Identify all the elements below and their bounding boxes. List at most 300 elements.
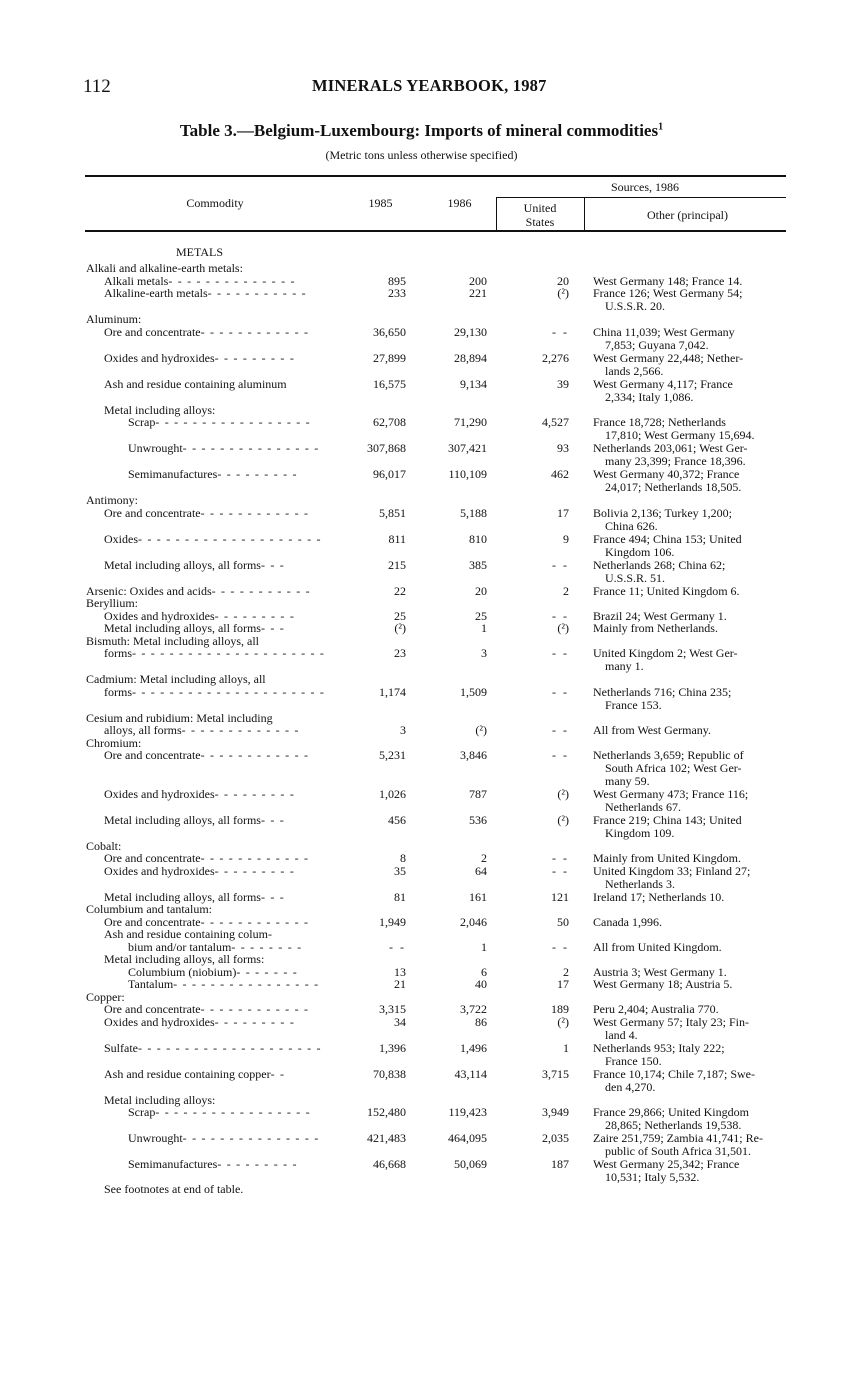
value-1986: 200 (469, 273, 487, 288)
value-united-states: - - (552, 723, 569, 737)
value-1985: 5,231 (379, 748, 406, 762)
table-subtitle: (Metric tons unless otherwise specified) (325, 148, 518, 162)
other-sources-line: France 11; United Kingdom 6. (593, 583, 740, 598)
commodity-label: Scrap (128, 415, 156, 429)
value-1985: 46,668 (373, 1157, 406, 1171)
dot-leader: - - - - - - - - - - - - (200, 324, 310, 339)
commodity-label: bium and/or tantalum (128, 939, 232, 954)
commodity-label: Metal including alloys: (104, 402, 216, 417)
other-sources (593, 442, 788, 468)
commodity-name (128, 978, 319, 991)
other-sources (593, 865, 788, 891)
commodity-name (128, 468, 298, 481)
value-united-states: - - (552, 324, 569, 339)
col-header-1985: 1985 (368, 196, 393, 210)
value-1985: 1,949 (379, 914, 406, 929)
other-sources-line: public of South Africa 31,501. (605, 1144, 751, 1158)
commodity-name (104, 1016, 295, 1029)
other-sources-line: West Germany 473; France 116; (593, 786, 749, 801)
commodity-name (104, 507, 309, 520)
other-sources-line: many 23,399; France 18,396. (605, 454, 746, 468)
table-title (0, 121, 843, 141)
commodity-label: forms (104, 646, 132, 660)
value-1985: 152,480 (367, 1105, 406, 1119)
other-sources-line: West Germany 40,372; France (593, 467, 740, 481)
commodity-label: Metal including alloys, all forms (104, 621, 261, 635)
col-header-other-principal: Other (principal) (647, 208, 728, 222)
other-sources-line: China 11,039; West Germany (593, 324, 735, 339)
col-header-united-states (500, 201, 580, 229)
other-sources-line: 2,334; Italy 1,086. (605, 389, 694, 404)
commodity-name (128, 1106, 311, 1119)
other-sources-line: West Germany 25,342; France (593, 1157, 740, 1171)
commodity-label: Metal including alloys, all forms (104, 557, 261, 572)
value-1985: 23 (394, 646, 406, 660)
other-sources-line: Bolivia 2,136; Turkey 1,200; (593, 505, 733, 520)
col-header-commodity: Commodity (186, 196, 244, 210)
value-1986: 29,130 (454, 324, 487, 339)
commodity-label: Ash and residue containing colum- (104, 927, 272, 941)
other-sources-line: France 219; China 143; United (593, 812, 742, 827)
commodity-label: Ore and concentrate (104, 748, 201, 762)
value-1986: 1,496 (460, 1040, 487, 1055)
value-1985: 34 (394, 1014, 406, 1029)
commodity-label: alloys, all forms (104, 723, 182, 737)
other-sources-line: United Kingdom 2; West Ger- (593, 646, 738, 660)
other-sources-line: Zaire 251,759; Zambia 41,741; Re- (593, 1131, 763, 1145)
value-united-states: 462 (551, 467, 569, 481)
value-united-states: 2,276 (542, 350, 569, 365)
value-united-states: 2 (563, 964, 569, 979)
dot-leader: - - - - - - - - - - - - - - - - - - - - - (132, 646, 326, 660)
commodity-label: Bismuth: Metal including alloys, all (86, 633, 259, 648)
other-sources (593, 468, 788, 494)
value-1986: 1 (481, 621, 487, 635)
sources-rule (496, 197, 786, 198)
value-united-states: 189 (551, 1002, 569, 1016)
value-united-states: (²) (557, 786, 569, 801)
commodity-label: Alkaline-earth metals (104, 286, 208, 300)
value-1986: 3 (481, 646, 487, 660)
commodity-label: Ash and residue containing copper (104, 1066, 271, 1081)
value-1985: 21 (394, 977, 406, 991)
other-sources (593, 1016, 788, 1042)
commodity-label: Cesium and rubidium: Metal including (86, 710, 273, 725)
commodity-label: Chromium: (86, 735, 142, 750)
value-united-states: 121 (551, 889, 569, 904)
value-1986: 6 (481, 964, 487, 979)
other-sources-line: Mainly from Netherlands. (593, 621, 718, 635)
other-sources-line: Netherlands 716; China 235; (593, 684, 732, 699)
commodity-label: Antimony: (86, 493, 139, 507)
other-sources-line: Canada 1,996. (593, 914, 662, 929)
value-1985: 13 (394, 964, 406, 979)
commodity-name (128, 416, 311, 429)
other-sources-line: South Africa 102; West Ger- (605, 761, 742, 775)
commodity-name (104, 749, 309, 762)
commodity-label: Semimanufactures (128, 467, 218, 481)
col-header-us-line1: United (523, 201, 557, 215)
value-1985: 22 (394, 583, 406, 598)
dot-leader: - - - - - - - - - - - - - - - - - - - - (138, 531, 322, 546)
other-sources (593, 326, 788, 352)
other-sources (593, 724, 788, 737)
dot-leader: - - - - - - - - - (214, 863, 296, 878)
value-1985: 895 (388, 273, 406, 288)
value-1985: 421,483 (367, 1131, 406, 1145)
table-title-text: Table 3.—Belgium-Luxembourg: Imports of mineral commodities (179, 121, 659, 140)
value-united-states: - - (552, 863, 569, 878)
section-heading-metals: METALS (176, 245, 224, 259)
other-sources-line: 24,017; Netherlands 18,505. (605, 480, 742, 494)
other-sources-line: Peru 2,404; Australia 770. (593, 1002, 719, 1016)
commodity-name (104, 686, 325, 699)
dot-leader: - - - - - - - - - - - - - - - (182, 441, 320, 455)
value-1986: 2,046 (460, 914, 487, 929)
value-united-states: - - (552, 608, 569, 623)
other-sources-line: 28,865; Netherlands 19,538. (605, 1118, 742, 1132)
value-1985: 307,868 (367, 441, 406, 455)
other-sources-line: Netherlands 67. (605, 799, 681, 814)
dot-leader: - - - - - - - - - - - (207, 286, 307, 300)
value-1986: 1,509 (460, 684, 487, 699)
other-sources (593, 585, 788, 598)
commodity-label: Tantalum (128, 977, 174, 991)
commodity-name (128, 442, 319, 455)
value-1986: 71,290 (454, 415, 487, 429)
col-header-us-line2: States (525, 215, 555, 229)
value-1985: 96,017 (373, 467, 406, 481)
commodity-label: Oxides and hydroxides (104, 608, 215, 623)
table-footnote: See footnotes at end of table. (104, 1182, 244, 1196)
value-united-states: (²) (557, 812, 569, 827)
dot-leader: - - - - - - - - - - - - - (181, 723, 300, 737)
value-united-states: 3,949 (542, 1105, 569, 1119)
dot-leader: - - - - - - - - - - - - - - - - (173, 977, 320, 991)
other-sources-line: China 626. (605, 518, 658, 533)
value-1986: 810 (469, 531, 487, 546)
commodity-name (128, 1158, 298, 1171)
commodity-label: Semimanufactures (128, 1157, 218, 1171)
value-1986: 787 (469, 786, 487, 801)
commodity-label: Columbium (niobium) (128, 964, 237, 979)
value-1986: 119,423 (448, 1105, 487, 1119)
commodity-label: Arsenic: Oxides and acids (86, 583, 212, 598)
value-1985: 27,899 (373, 350, 406, 365)
value-1985: - - (389, 939, 406, 954)
other-sources-line: U.S.S.R. 20. (605, 299, 666, 313)
other-sources-line: West Germany 18; Austria 5. (593, 977, 733, 991)
value-1986: 5,188 (460, 505, 487, 520)
running-title: MINERALS YEARBOOK, 1987 (312, 76, 547, 95)
commodity-label: Oxides and hydroxides (104, 863, 215, 878)
value-1986: 25 (475, 608, 487, 623)
dot-leader: - - - - - - - - - (214, 608, 296, 623)
value-united-states: (²) (557, 286, 569, 300)
commodity-label: Ore and concentrate (104, 505, 201, 520)
commodity-label: Aluminum: (86, 312, 142, 326)
commodity-name (104, 788, 295, 801)
commodity-label: Metal including alloys, all forms (104, 812, 261, 827)
dot-leader: - - - - - - - (236, 964, 298, 979)
other-sources-line: Kingdom 109. (605, 825, 675, 840)
commodity-label: Metal including alloys, all forms (104, 889, 261, 904)
value-united-states: - - (552, 851, 569, 865)
commodity-name (104, 1042, 322, 1055)
dot-leader: - - - - - - - - - (214, 350, 296, 365)
commodity-label: Copper: (86, 989, 125, 1004)
value-1986: 20 (475, 583, 487, 598)
dot-leader: - - - - - - - - - - - - - - - - - - - - (138, 1040, 322, 1055)
commodity-name (104, 352, 295, 365)
commodity-label: Ore and concentrate (104, 914, 201, 929)
dot-leader: - - - - - - - - - - - - - - (168, 273, 296, 288)
other-sources (593, 1068, 788, 1094)
value-1985: 3,315 (379, 1002, 406, 1016)
other-sources (593, 352, 788, 378)
value-united-states: 17 (557, 505, 569, 520)
value-united-states: (²) (557, 621, 569, 635)
other-sources (593, 533, 788, 559)
other-sources (593, 507, 788, 533)
value-1985: 16,575 (373, 376, 406, 391)
value-1986: 2 (481, 851, 487, 865)
other-sources (593, 788, 788, 814)
other-sources-line: Brazil 24; West Germany 1. (593, 608, 727, 623)
value-1985: 70,838 (373, 1066, 406, 1081)
other-sources-line: many 59. (605, 774, 650, 788)
commodity-name (104, 814, 285, 827)
value-1985: (²) (394, 621, 406, 635)
other-sources (593, 416, 788, 442)
other-sources (593, 378, 788, 404)
commodity-name (104, 559, 285, 572)
dot-leader: - - - - - - - - - - - - - - - - - - - - - (132, 684, 326, 699)
dot-leader: - - - - - - - - - - - - (200, 851, 310, 865)
value-united-states: 4,527 (542, 415, 569, 429)
commodity-label: Scrap (128, 1105, 156, 1119)
value-united-states: 39 (557, 376, 569, 391)
commodity-label: Alkali metals (104, 273, 169, 288)
value-1986: 28,894 (454, 350, 487, 365)
value-1985: 456 (388, 812, 406, 827)
other-sources-line: France 153. (605, 697, 662, 712)
value-1985: 215 (388, 557, 406, 572)
value-1986: 110,109 (448, 467, 487, 481)
other-sources (593, 941, 788, 954)
other-sources-line: France 494; China 153; United (593, 531, 742, 546)
dot-leader: - - - - - - - - - - - - - - - - - (155, 1105, 311, 1119)
value-united-states: 9 (563, 531, 569, 546)
commodity-name (128, 1132, 319, 1145)
commodity-label: Metal including alloys, all forms: (104, 952, 265, 966)
other-sources (593, 647, 788, 673)
value-united-states: 20 (557, 273, 569, 288)
other-sources-line: Kingdom 106. (605, 544, 675, 559)
other-sources-line: France 10,174; Chile 7,187; Swe- (593, 1066, 755, 1081)
dot-leader: - - - - - - - - - - - - (200, 1002, 310, 1016)
commodity-label: Ore and concentrate (104, 851, 201, 865)
commodity-name (104, 287, 307, 300)
other-sources-line: All from United Kingdom. (593, 939, 722, 954)
other-sources-line: West Germany 22,448; Nether- (593, 350, 744, 365)
value-united-states: 187 (551, 1157, 569, 1171)
other-sources (593, 814, 788, 840)
other-sources-line: U.S.S.R. 51. (605, 570, 666, 585)
dot-leader: - - - - - - - - - - - - (200, 748, 310, 762)
dot-leader: - - - - - - - - - (217, 1157, 298, 1171)
other-sources (593, 891, 788, 904)
dot-leader: - - - - - - - - - - - - - - - - - (155, 415, 311, 429)
other-sources-line: 7,853; Guyana 7,042. (605, 337, 709, 352)
value-united-states: 2,035 (542, 1131, 569, 1145)
value-1986: 464,095 (448, 1131, 487, 1145)
commodity-label: Oxides (104, 531, 138, 546)
commodity-label: Ore and concentrate (104, 324, 201, 339)
other-sources-line: France 150. (605, 1053, 662, 1068)
commodity-name (104, 533, 322, 546)
other-sources-line: Mainly from United Kingdom. (593, 851, 741, 865)
value-1985: 8 (400, 851, 406, 865)
other-sources-line: Netherlands 953; Italy 222; (593, 1040, 725, 1055)
other-sources-line: many 1. (605, 659, 644, 673)
other-sources-line: Netherlands 268; China 62; (593, 557, 726, 572)
value-1986: 9,134 (460, 376, 487, 391)
other-sources (593, 1158, 788, 1184)
commodity-label: Beryllium: (86, 596, 138, 610)
value-united-states: 93 (557, 441, 569, 455)
commodity-name (104, 647, 325, 660)
other-sources (593, 1106, 788, 1132)
value-united-states: 50 (557, 914, 569, 929)
col-header-sources: Sources, 1986 (611, 180, 679, 194)
other-sources-line: 10,531; Italy 5,532. (605, 1170, 700, 1184)
other-sources (593, 978, 788, 991)
value-1985: 1,174 (379, 684, 406, 699)
page-number: 112 (83, 76, 111, 97)
value-1985: 35 (394, 863, 406, 878)
commodity-label: Sulfate (104, 1040, 138, 1055)
other-sources-line: den 4,270. (605, 1079, 656, 1094)
commodity-label: Oxides and hydroxides (104, 786, 215, 801)
value-1986: (²) (475, 723, 487, 737)
other-sources-line: France 29,866; United Kingdom (593, 1105, 749, 1119)
dot-leader: - - - (260, 812, 285, 827)
value-united-states: 17 (557, 977, 569, 991)
dot-leader: - - - - - - - - - - - (211, 583, 311, 598)
other-sources (593, 1042, 788, 1068)
value-1986: 307,421 (448, 441, 487, 455)
other-sources-line: Austria 3; West Germany 1. (593, 964, 727, 979)
other-sources-line: France 18,728; Netherlands (593, 415, 726, 429)
value-1986: 64 (475, 863, 487, 878)
value-1986: 536 (469, 812, 487, 827)
other-sources-line: West Germany 148; France 14. (593, 273, 743, 288)
value-1986: 221 (469, 286, 487, 300)
dot-leader: - - - - - - - - - (217, 467, 298, 481)
other-sources (593, 287, 788, 313)
value-1986: 86 (475, 1014, 487, 1029)
dot-leader: - - - - - - - - - - - - (200, 914, 310, 929)
other-sources-line: Netherlands 3. (605, 876, 675, 891)
dot-leader: - - - - - - - - (231, 939, 303, 954)
us-divider (496, 197, 497, 231)
value-1986: 43,114 (454, 1066, 487, 1081)
commodity-name (104, 326, 309, 339)
other-sources-line: West Germany 4,117; France (593, 376, 733, 391)
value-1985: 81 (394, 889, 406, 904)
value-united-states: 2 (563, 583, 569, 598)
other-sources-line: United Kingdom 33; Finland 27; (593, 863, 751, 878)
other-sources (593, 1132, 788, 1158)
dot-leader: - - - - - - - - - (214, 786, 296, 801)
value-united-states: - - (552, 748, 569, 762)
commodity-label: Alkali and alkaline-earth metals: (86, 261, 243, 275)
dot-leader: - - - - - - - - - - - - (200, 505, 310, 520)
commodity-label: Oxides and hydroxides (104, 350, 215, 365)
dot-leader: - - - (260, 889, 285, 904)
other-sources-line: Netherlands 3,659; Republic of (593, 748, 744, 762)
other-sources-line: Netherlands 203,061; West Ger- (593, 441, 748, 455)
commodity-label: Ash and residue containing aluminum (104, 376, 287, 391)
other-sources-line: West Germany 57; Italy 23; Fin- (593, 1014, 750, 1029)
value-united-states: - - (552, 557, 569, 572)
value-1986: 3,722 (460, 1002, 487, 1016)
value-united-states: - - (552, 684, 569, 699)
commodity-label: forms (104, 684, 132, 699)
commodity-label: Metal including alloys: (104, 1092, 216, 1107)
other-sources-line: Ireland 17; Netherlands 10. (593, 889, 725, 904)
commodity-label: Columbium and tantalum: (86, 902, 212, 916)
commodity-name (104, 865, 295, 878)
value-1985: 1,026 (379, 786, 406, 801)
value-1986: 3,846 (460, 748, 487, 762)
dot-leader: - - - - - - - - - - - - - - - (182, 1131, 320, 1145)
commodity-label: Cadmium: Metal including alloys, all (86, 672, 266, 686)
header-bottom-rule (85, 230, 786, 232)
value-1985: 36,650 (373, 324, 406, 339)
commodity-label: Oxides and hydroxides (104, 1014, 215, 1029)
value-united-states: - - (552, 939, 569, 954)
commodity-name (104, 1068, 285, 1081)
title-footnote-marker: 1 (658, 121, 664, 133)
commodity-label: Unwrought (128, 441, 183, 455)
value-1985: 1,396 (379, 1040, 406, 1055)
other-divider (584, 197, 585, 231)
value-1985: 233 (388, 286, 406, 300)
commodity-label: Cobalt: (86, 838, 122, 853)
other-sources (593, 622, 788, 635)
value-1986: 385 (469, 557, 487, 572)
dot-leader: - - - - - - - - - (214, 1014, 296, 1029)
other-sources-line: All from West Germany. (593, 723, 712, 737)
value-1986: 161 (469, 889, 487, 904)
commodity-name (104, 378, 287, 391)
value-1985: 811 (388, 531, 406, 546)
value-1985: 3 (400, 723, 406, 737)
dot-leader: - - - (260, 621, 285, 635)
top-rule (85, 175, 786, 177)
dot-leader: - - (270, 1066, 286, 1081)
value-united-states: 1 (563, 1040, 569, 1055)
value-1986: 50,069 (454, 1157, 487, 1171)
value-united-states: - - (552, 646, 569, 660)
other-sources (593, 749, 788, 788)
value-1986: 40 (475, 977, 487, 991)
other-sources-line: 17,810; West Germany 15,694. (605, 428, 755, 442)
value-1985: 25 (394, 608, 406, 623)
value-united-states: 3,715 (542, 1066, 569, 1081)
